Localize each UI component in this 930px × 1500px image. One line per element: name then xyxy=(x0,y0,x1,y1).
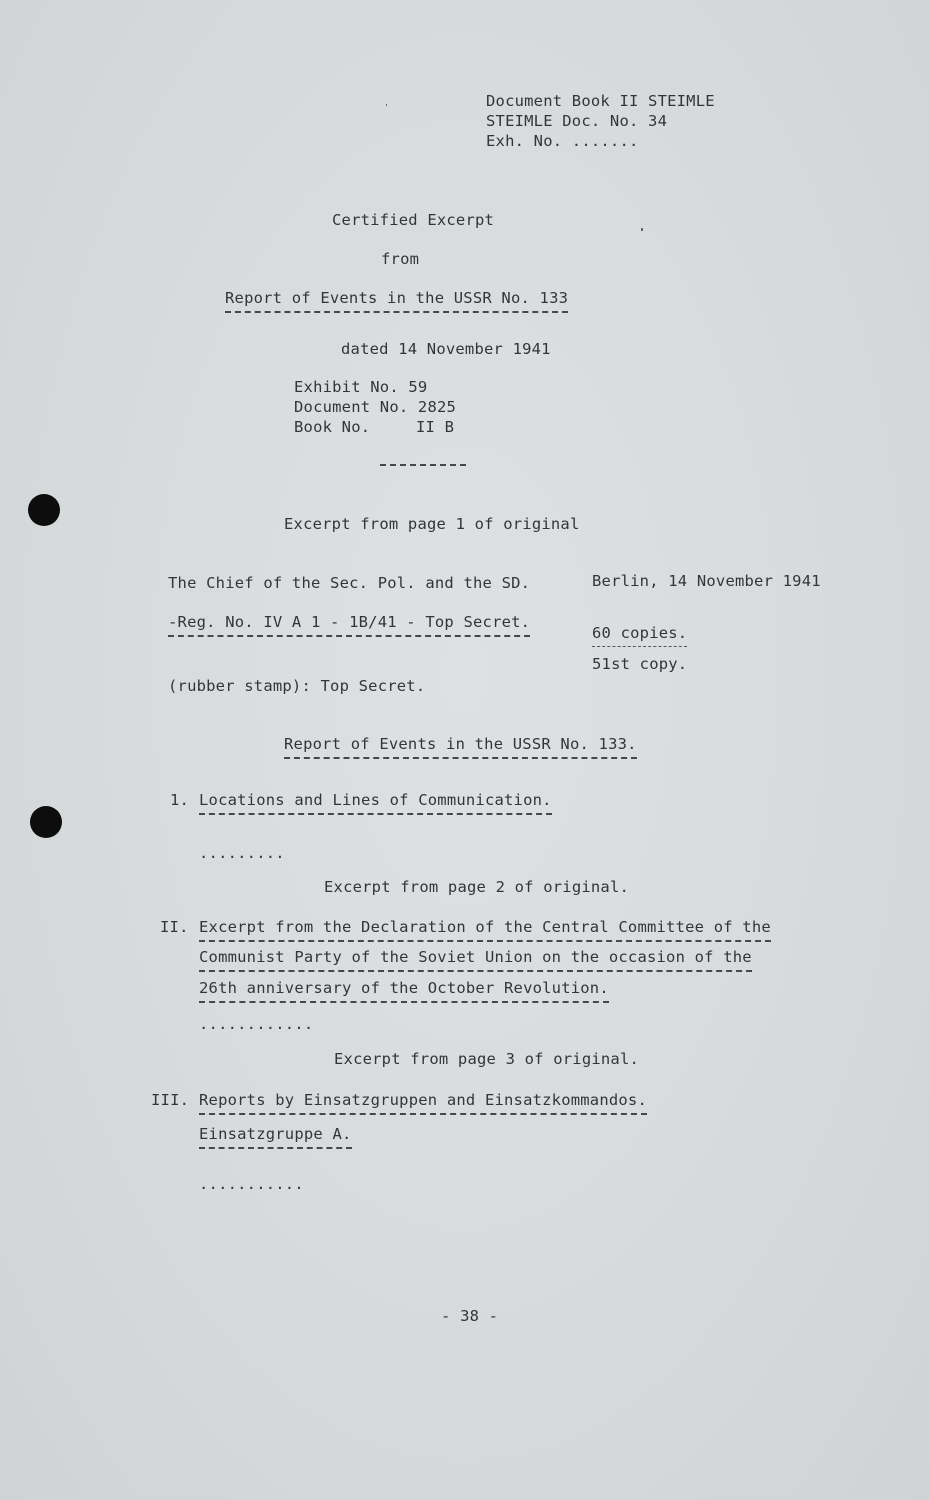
document-number: Document No. 2825 xyxy=(294,398,457,416)
copies-count: 60 copies. xyxy=(592,623,687,647)
report-reference-title: Report of Events in the USSR No. 133 xyxy=(225,288,568,313)
exhibit-number-ref: Exh. No. ....... xyxy=(486,132,639,150)
book-number-value: II B xyxy=(416,418,455,436)
page-number: - 38 - xyxy=(441,1307,499,1325)
registration-number: -Reg. No. IV A 1 - 1B/41 - Top Secret. xyxy=(168,612,530,637)
section2-title-line3: 26th anniversary of the October Revolution. xyxy=(199,978,609,1003)
rubber-stamp-note: (rubber stamp): Top Secret. xyxy=(168,677,426,695)
paper-speck xyxy=(386,104,387,106)
dated-line: dated 14 November 1941 xyxy=(341,340,551,358)
section2-number: II. xyxy=(160,918,189,936)
omission-dots: ............ xyxy=(199,1015,314,1033)
section1-title: Locations and Lines of Communication. xyxy=(199,790,552,815)
from-label: from xyxy=(381,250,420,268)
section3-title: Reports by Einsatzgruppen and Einsatzkommandos. xyxy=(199,1090,647,1115)
section-divider xyxy=(380,464,466,466)
section3-number: III. xyxy=(151,1091,190,1109)
excerpt-page3-heading: Excerpt from page 3 of original. xyxy=(334,1050,640,1068)
omission-dots: ........... xyxy=(199,1175,304,1193)
paper-speck xyxy=(641,228,643,231)
excerpt-page2-heading: Excerpt from page 2 of original. xyxy=(324,878,630,896)
excerpt-page1-heading: Excerpt from page 1 of original xyxy=(284,515,580,533)
section1-number: 1. xyxy=(170,791,190,809)
certified-excerpt-title: Certified Excerpt xyxy=(332,211,495,229)
book-number-label: Book No. xyxy=(294,418,371,436)
sender-line: The Chief of the Sec. Pol. and the SD. xyxy=(168,574,531,592)
omission-dots: ......... xyxy=(199,844,285,862)
punch-hole-top xyxy=(28,494,60,526)
place-date-line: Berlin, 14 November 1941 xyxy=(592,572,821,590)
section2-title-line2: Communist Party of the Soviet Union on the occasion of the xyxy=(199,947,752,972)
report-title: Report of Events in the USSR No. 133. xyxy=(284,734,637,759)
copy-number: 51st copy. xyxy=(592,655,688,673)
steimle-doc-ref: STEIMLE Doc. No. 34 xyxy=(486,112,668,130)
section3-subtitle: Einsatzgruppe A. xyxy=(199,1124,352,1149)
document-book-ref: Document Book II STEIMLE xyxy=(486,92,715,110)
exhibit-number: Exhibit No. 59 xyxy=(294,378,428,396)
punch-hole-bottom xyxy=(30,806,62,838)
section2-title-line1: Excerpt from the Declaration of the Central Committee of the xyxy=(199,917,771,942)
